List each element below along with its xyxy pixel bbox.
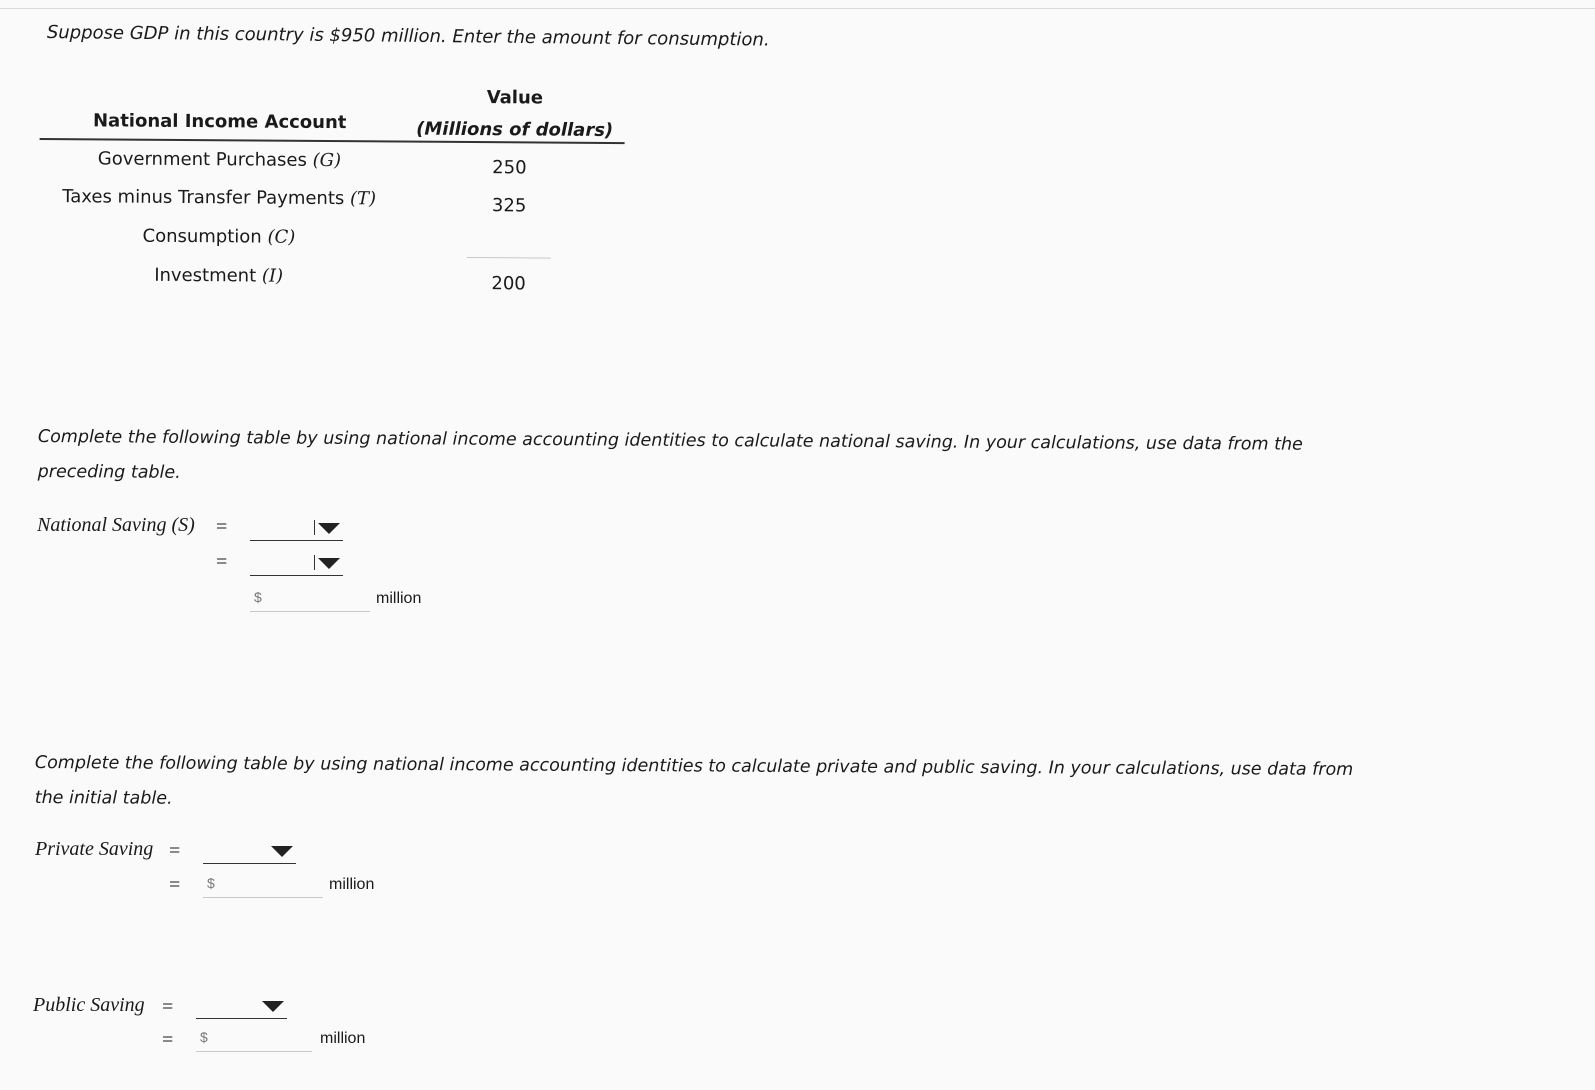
row-label-taxes <box>39 186 399 210</box>
row-value-government: 250 <box>492 157 527 179</box>
national-saving-instruction: Complete the following table by using national income accounting identities to calculate national saving. In your calculations, use data from the preceding table. <box>37 426 1303 483</box>
row-label-government <box>39 148 399 172</box>
private-saving-formula-dropdown[interactable] <box>203 839 296 864</box>
national-saving-label: National Saving (S) <box>37 514 195 536</box>
national-saving-amount-field[interactable] <box>250 587 370 612</box>
caret-down-icon <box>271 846 293 857</box>
private-saving-amount-field[interactable] <box>203 873 323 898</box>
row-value-taxes: 325 <box>491 195 527 217</box>
equals-sign: = <box>162 996 174 1018</box>
public-saving-amount-input[interactable] <box>214 1027 312 1051</box>
header-account: National Income Account <box>92 110 347 134</box>
public-saving-label: Public Saving <box>33 994 145 1016</box>
dropdown-divider <box>314 555 316 570</box>
row-variable: (G) <box>312 149 342 172</box>
public-saving-unit: million <box>320 1030 366 1047</box>
row-value-investment: 200 <box>491 273 526 295</box>
consumption-input[interactable] <box>467 257 551 259</box>
header-value: Value <box>486 87 544 109</box>
row-variable: (C) <box>267 226 296 248</box>
row-label-text: Taxes minus Transfer Payments <box>62 186 345 210</box>
row-label-investment <box>39 264 399 288</box>
private-saving-label: Private Saving <box>35 838 154 860</box>
dollar-sign: $ <box>254 589 262 605</box>
header-value-units: (Millions of dollars) <box>416 118 614 142</box>
income-table <box>40 82 630 295</box>
private-public-instruction: Complete the following table by using national income accounting identities to calculate private and public saving. In your calculations, use data from the initial table. <box>34 752 1354 809</box>
equals-sign: = <box>216 551 228 573</box>
top-divider <box>0 8 1595 9</box>
row-label-consumption <box>39 225 399 249</box>
dollar-sign: $ <box>200 1029 208 1045</box>
public-saving-formula-dropdown[interactable] <box>196 994 287 1019</box>
public-saving-amount-field[interactable] <box>196 1027 312 1052</box>
private-saving-amount-input[interactable] <box>221 873 323 897</box>
private-saving-unit: million <box>329 876 375 893</box>
equals-sign: = <box>216 516 228 538</box>
national-saving-unit: million <box>376 590 422 607</box>
row-label-text: Government Purchases <box>97 148 307 171</box>
row-variable: (T) <box>349 188 377 210</box>
equals-sign: = <box>169 874 181 896</box>
caret-down-icon <box>318 558 340 569</box>
dollar-sign: $ <box>207 875 215 891</box>
row-label-text: Consumption <box>142 225 262 248</box>
dropdown-divider <box>314 520 316 535</box>
caret-down-icon <box>318 523 340 534</box>
caret-down-icon <box>262 1001 284 1012</box>
equals-sign: = <box>162 1029 174 1051</box>
row-variable: (I) <box>261 265 284 287</box>
row-label-text: Investment <box>154 264 257 287</box>
equals-sign: = <box>169 840 181 862</box>
national-saving-values-dropdown[interactable] <box>250 551 343 576</box>
question-gdp-prompt: Suppose GDP in this country is $950 million. Enter the amount for consumption. <box>46 22 770 51</box>
national-saving-formula-dropdown[interactable] <box>250 516 343 541</box>
national-saving-amount-input[interactable] <box>268 587 370 611</box>
